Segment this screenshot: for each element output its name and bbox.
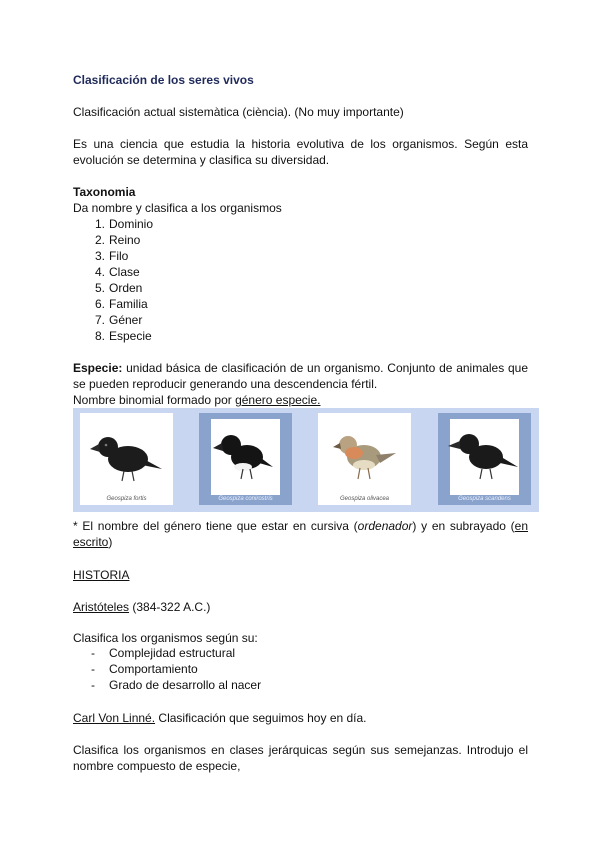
- finch-icon: [199, 413, 292, 493]
- taxonomia-heading: Taxonomia: [73, 185, 136, 199]
- bird-caption: Geospiza conirostris: [218, 496, 273, 502]
- note-underlined: en escrito: [73, 519, 529, 549]
- historia-heading: HISTORIA: [73, 568, 130, 582]
- bird-caption: Geospiza scandens: [458, 496, 511, 502]
- linne-link[interactable]: Carl Von Linné.: [73, 711, 156, 725]
- taxonomia-description: Da nombre y clasifica a los organismos: [73, 201, 282, 215]
- naming-note: * El nombre del género tiene que estar en cursiva (ordenador) y en subrayado (en escrito): [73, 519, 529, 549]
- bird-image-conirostris: [199, 413, 292, 505]
- intro-paragraph: Es una ciencia que estudia la historia evolutiva de los organismos. Según esta evolución se determina y clasifica su diversidad.: [73, 137, 528, 167]
- document-title: Clasificación de los seres vivos: [73, 73, 254, 87]
- finch-icon: [318, 413, 411, 493]
- binomial-link[interactable]: género especie.: [235, 393, 321, 407]
- binomial-line: Nombre binomial formado por género especie.: [73, 393, 321, 407]
- finch-icon: [438, 413, 531, 493]
- especie-label: Especie:: [73, 361, 123, 375]
- finch-icon: [80, 413, 173, 493]
- bird-caption: Geospiza fortis: [106, 496, 147, 502]
- especie-definition: Especie: unidad básica de clasificación de un organismo. Conjunto de animales que se pueden reproducir generando una descendencia fértil.: [73, 361, 528, 391]
- aristoteles-link[interactable]: Aristóteles: [73, 600, 130, 614]
- linne-line: Carl Von Linné. Clasificación que seguimos hoy en día.: [73, 711, 367, 725]
- bird-caption: Geospiza olivacea: [339, 496, 390, 502]
- bird-image-scandens: [438, 413, 531, 505]
- bird-image-olivacea: [318, 413, 411, 505]
- aristoteles-line: Aristóteles (384-322 A.C.): [73, 600, 211, 614]
- subtitle: Clasificación actual sistemàtica (ciència). (No muy importante): [73, 105, 404, 119]
- document-page: Clasificación de los seres vivos Clasificación actual sistemàtica (ciència). (No muy importante) Es una ciencia que estudia la historia evolutiva de los organismos. Según esta evolución se determina y clasifica su diversidad. Taxonomia Da nombre y clasifica a los organismos 1. Dominio 2. Reino 3. Filo 4. Clase 5. Orden 6. Familia 7. Géner 8. Especie Especie: unidad básica de clasificación de un organismo. Conjunto de animales que se pueden reproducir generando una descendencia fértil. Nombre binomial formado por género especie. Geospiza fortis Geospiza conirostris Geospiza olivacea Geospiza scandens * El nombre del género tiene que estar en cursiva (ordenador) y en subrayado (en escrito) HISTORIA Aristóteles (384-322 A.C.) Clasifica los organismos según su: - Complejidad estructural - Comportamiento - Grado de desarrollo al nacer Carl Von Linné. Clasificación que seguimos hoy en día. Clasifica los organismos en clases jerárquicas según sus semejanzas. Introdujo el nombre compuesto de especie,: [0, 0, 600, 848]
- criteria-intro: Clasifica los organismos según su:: [73, 631, 258, 645]
- bird-image-fortis: [80, 413, 173, 505]
- linne-detail: Clasifica los organismos en clases jerárquicas según sus semejanzas. Introdujo el nombre compuesto de especie,: [73, 743, 528, 773]
